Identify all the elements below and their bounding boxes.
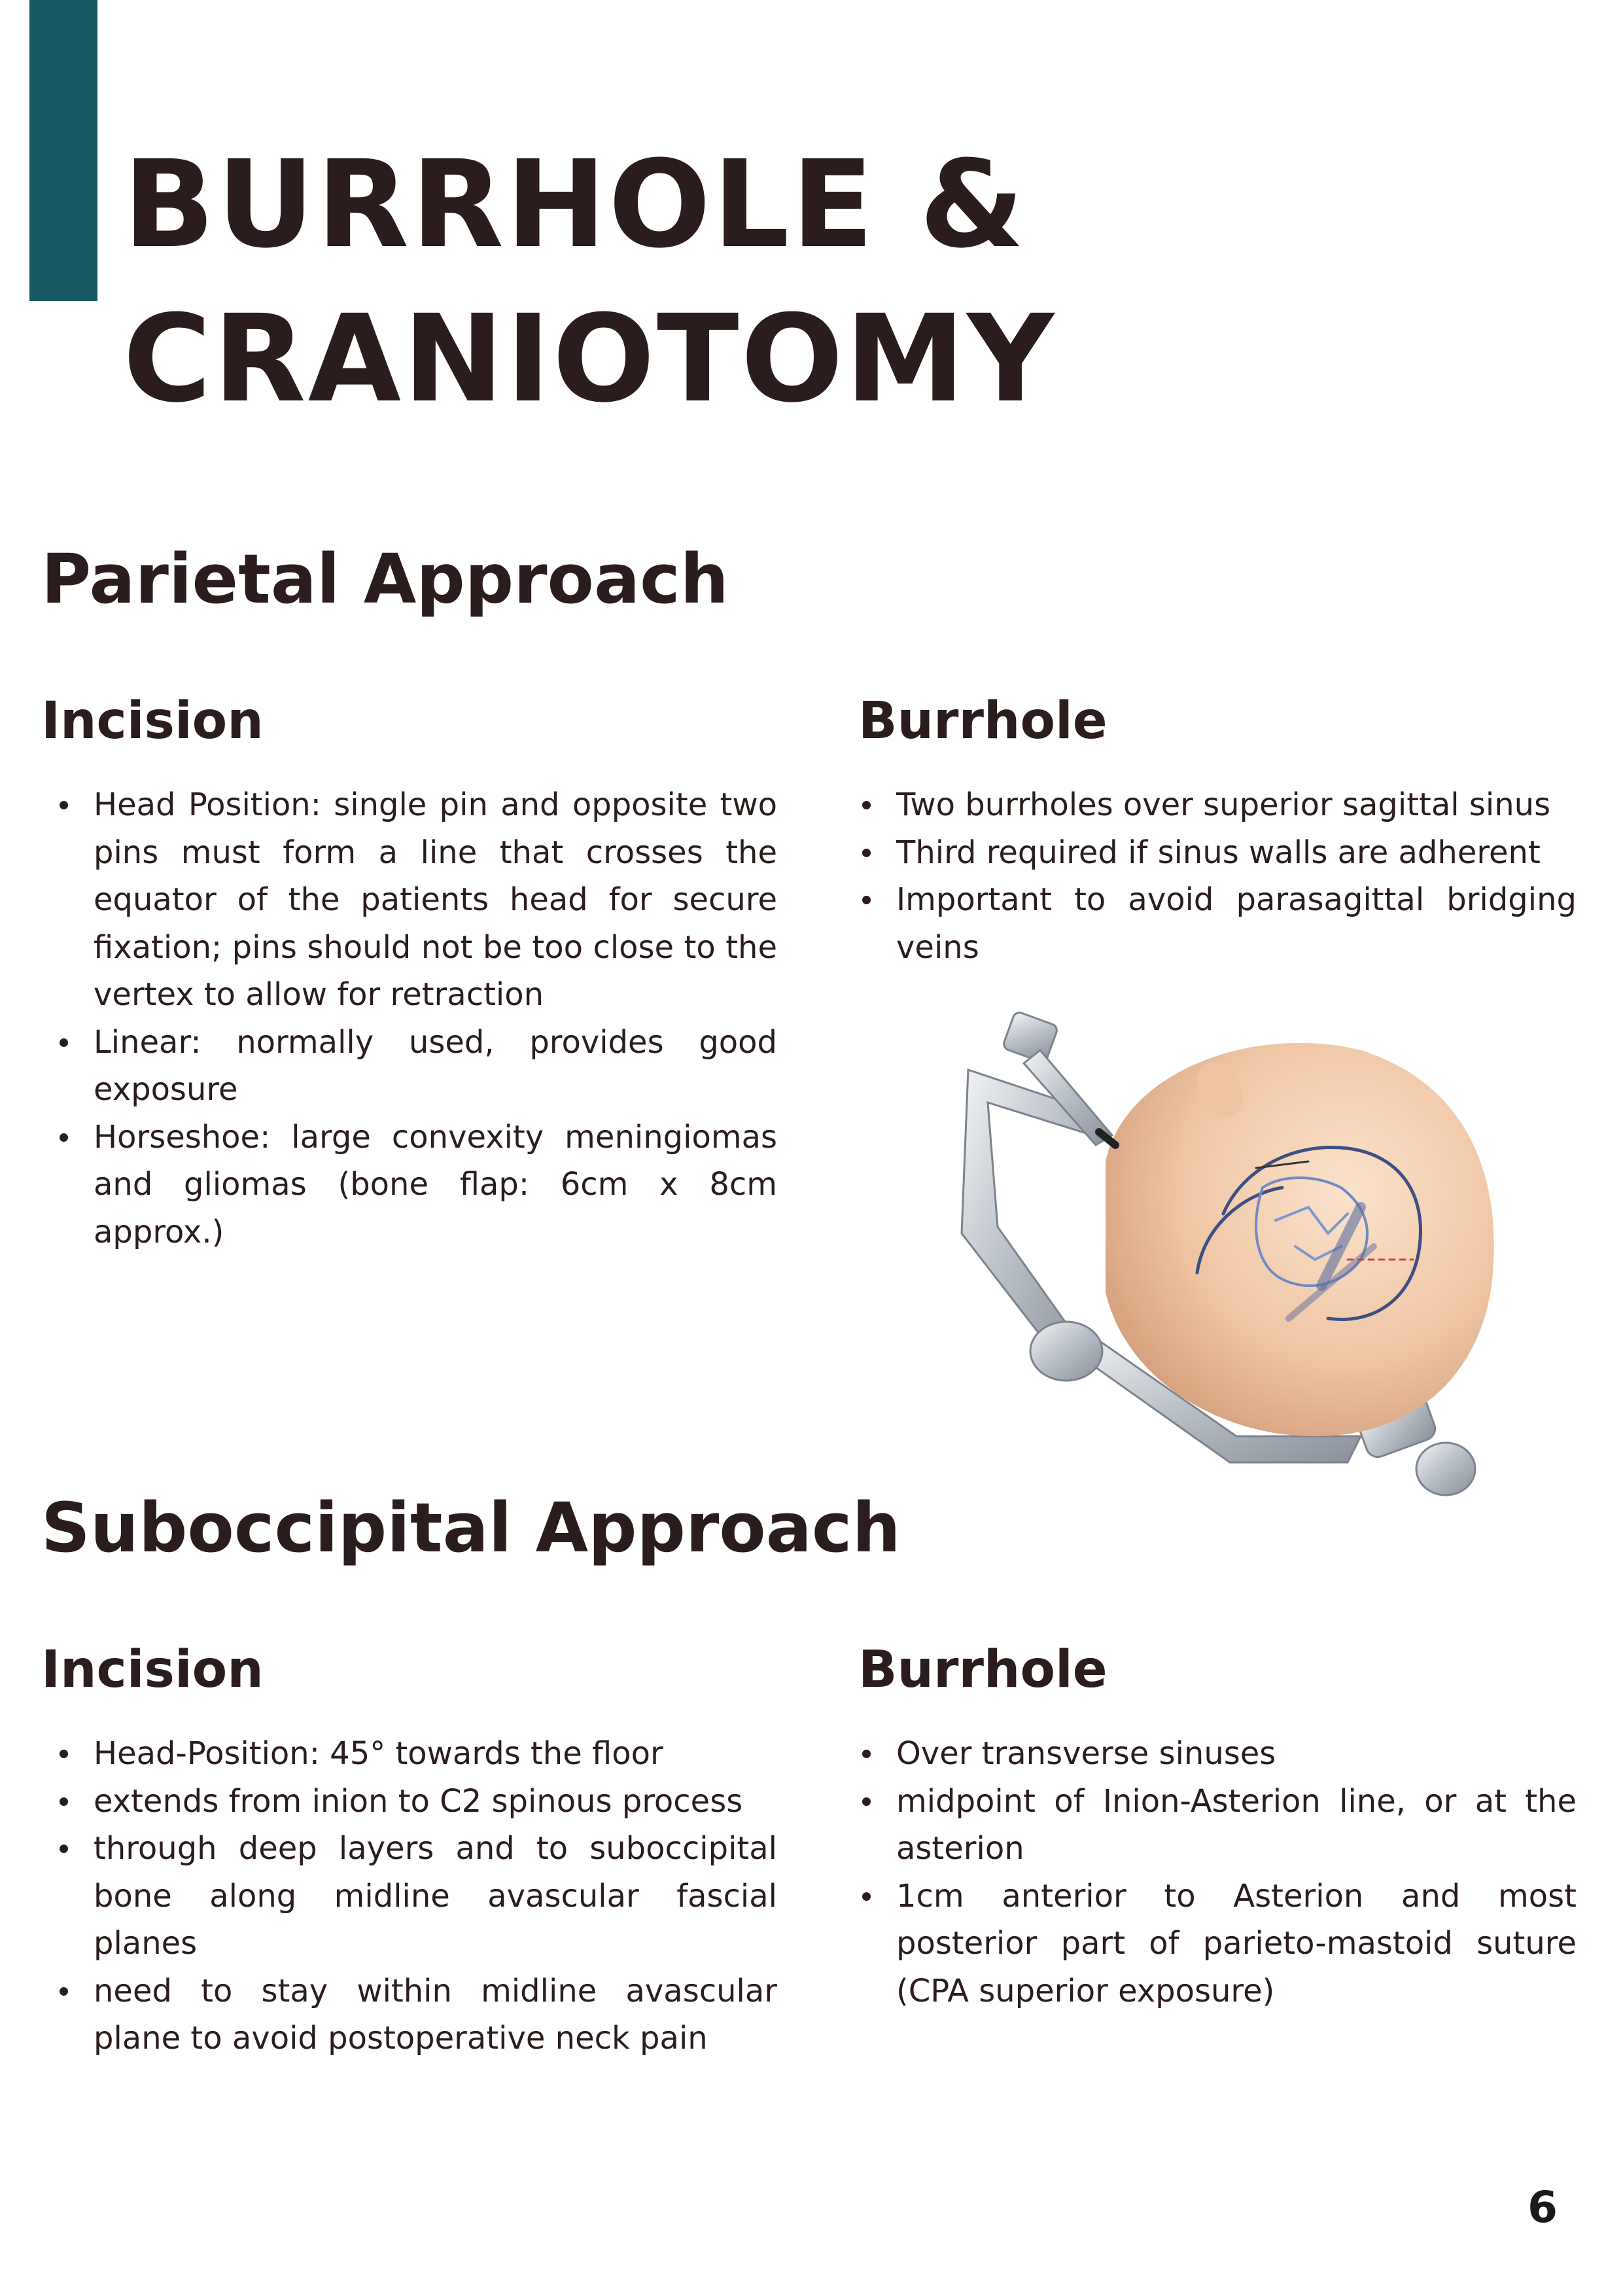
suboccipital-burrhole-heading: Burrhole — [858, 1640, 1108, 1699]
list-item: need to stay within midline avascular plane to avoid postoperative neck pain — [41, 1968, 777, 2062]
list-item: Head Position: single pin and opposite two pins must form a line that crosses the equator of the patients head for secure fixation; pins should not be too close to the vertex to allow for retraction — [41, 781, 777, 1019]
list-item: Important to avoid parasagittal bridging veins — [844, 876, 1577, 971]
parietal-burrhole-heading: Burrhole — [858, 692, 1108, 751]
parietal-approach-heading: Parietal Approach — [41, 539, 729, 619]
parietal-incision-list — [41, 781, 777, 1256]
list-item: Horseshoe: large convexity meningiomas and gliomas (bone flap: 6cm x 8cm approx.) — [41, 1114, 777, 1256]
head — [1099, 1043, 1494, 1436]
accent-bar — [29, 0, 97, 301]
page-title-line-2: CRANIOTOMY — [123, 289, 1056, 429]
list-item: Third required if sinus walls are adherent — [844, 829, 1577, 877]
suboccipital-burrhole-list — [844, 1730, 1577, 2015]
list-item: Head-Position: 45° towards the floor — [41, 1730, 777, 1778]
list-item: Two burrholes over superior sagittal sinus — [844, 781, 1577, 829]
page-title-line-1: BURRHOLE & — [123, 135, 1026, 275]
skull-clamp-illustration — [890, 1011, 1518, 1515]
list-item: Over transverse sinuses — [844, 1730, 1577, 1778]
page-number: 6 — [1527, 2182, 1558, 2233]
page-title — [123, 128, 1497, 436]
list-item: Linear: normally used, provides good exposure — [41, 1019, 777, 1114]
parietal-incision-heading: Incision — [41, 692, 264, 751]
list-item: through deep layers and to suboccipital bone along midline avascular fascial planes — [41, 1825, 777, 1968]
suboccipital-incision-heading: Incision — [41, 1640, 264, 1699]
suboccipital-approach-heading: Suboccipital Approach — [41, 1488, 901, 1568]
list-item: 1cm anterior to Asterion and most posterior part of parieto-mastoid suture (CPA superior exposure) — [844, 1873, 1577, 2015]
list-item: extends from inion to C2 spinous process — [41, 1778, 777, 1826]
suboccipital-incision-list — [41, 1730, 777, 2062]
list-item: midpoint of Inion-Asterion line, or at the asterion — [844, 1778, 1577, 1873]
parietal-burrhole-list — [844, 781, 1577, 971]
